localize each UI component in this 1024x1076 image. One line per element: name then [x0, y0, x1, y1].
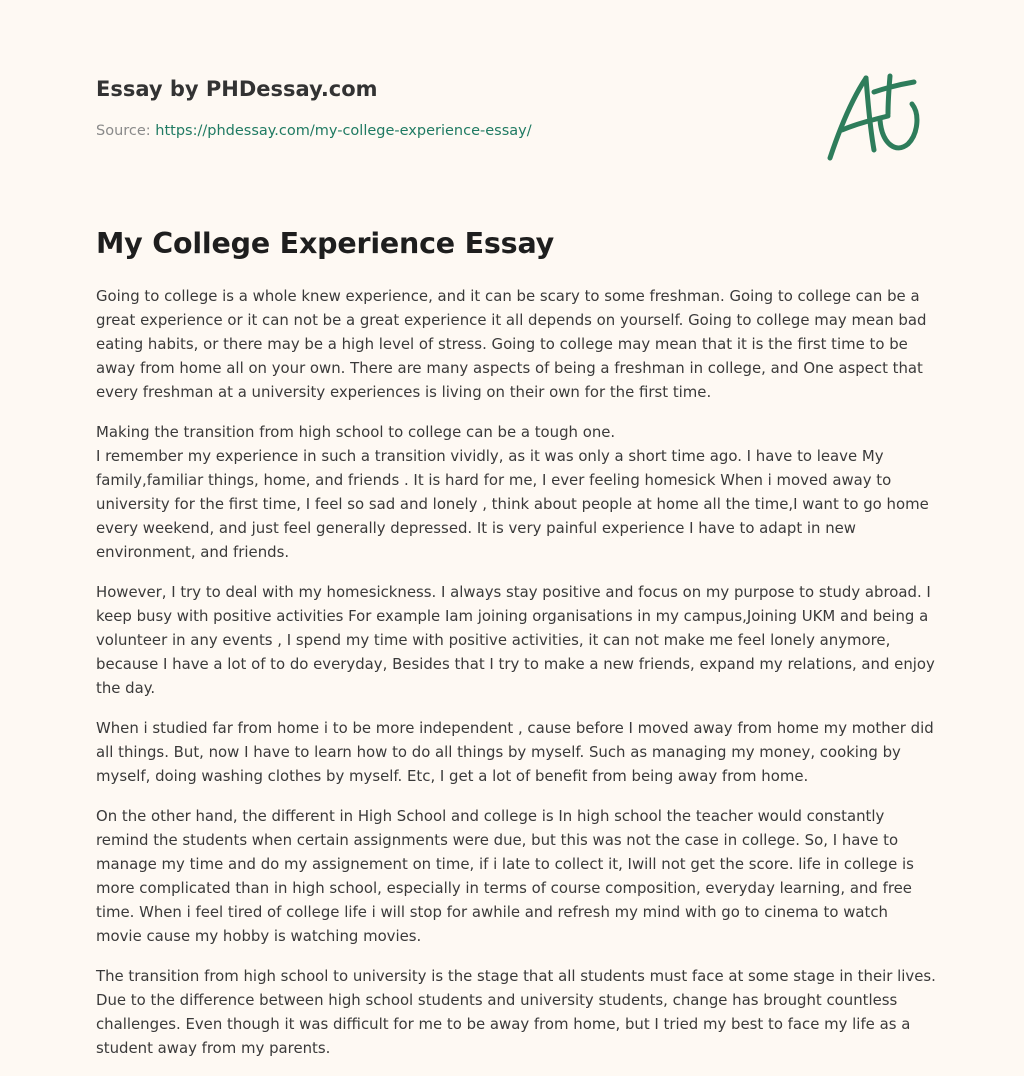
- essay-paragraph: Going to college is a whole knew experience, and it can be scary to some freshman. Going to college can be a great experience or it can not be a great experience it all depends on yourself. Going to college may mean bad eating habits, or there may be a high level of stress. Going to college may mean that it is the first time to be away from home all on your own. There are many aspects of being a freshman in college, and One aspect that every freshman at a university experiences is living on their own for the first time.: [96, 287, 927, 401]
- essay-paragraph: Making the transition from high school to college can be a tough one. I remember my experience in such a transition vividly, as it was only a short time ago. I have to leave My family,familiar things, home, and friends . It is hard for me, I ever feeling homesick When i moved away to university for the first time, I feel so sad and lonely , think about people at home all the time,I want to go home every weekend, and just feel generally depressed. It is very painful experience I have to adapt in new environment, and friends.: [96, 423, 929, 561]
- a-plus-grade-icon: [822, 68, 930, 164]
- essay-paragraph: The transition from high school to university is the stage that all students must face at some stage in their lives. Due to the difference between high school students and university students, change has brought countless challenges. Even though it was difficult for me to be away from home, but I tried my best to face my life as a student away from my parents.: [96, 967, 936, 1057]
- essay-title: My College Experience Essay: [96, 227, 554, 260]
- essay-body: [96, 284, 936, 1076]
- source-line: [96, 121, 796, 141]
- essay-paragraph: On the other hand, the different in High School and college is In high school the teacher would constantly remind the students when certain assignments were due, but this was not the case in college. So, I have to manage my time and do my assignement on time, if i late to collect it, Iwill not get the score. life in college is more complicated than in high school, especially in terms of course composition, everyday learning, and free time. When i feel tired of college life i will stop for awhile and refresh my mind with go to cinema to watch movie cause my hobby is watching movies.: [96, 807, 914, 945]
- source-link[interactable]: https://phdessay.com/my-college-experience-essay/: [155, 123, 532, 139]
- source-label: Source:: [96, 123, 156, 139]
- page-header: [96, 74, 796, 141]
- site-title: Essay by PHDessay.com: [96, 77, 378, 101]
- essay-paragraph: However, I try to deal with my homesickness. I always stay positive and focus on my purpose to study abroad. I keep busy with positive activities For example Iam joining organisations in my campus,Joining UKM and being a volunteer in any events , I spend my time with positive activities, it can not make me feel lonely anymore, because I have a lot of to do everyday, Besides that I try to make a new friends, expand my relations, and enjoy the day.: [96, 583, 935, 697]
- essay-paragraph: When i studied far from home i to be more independent , cause before I moved away from home my mother did all things. But, now I have to learn how to do all things by myself. Such as managing my money, cooking by myself, doing washing clothes by myself. Etc, I get a lot of benefit from being away from home.: [96, 719, 934, 785]
